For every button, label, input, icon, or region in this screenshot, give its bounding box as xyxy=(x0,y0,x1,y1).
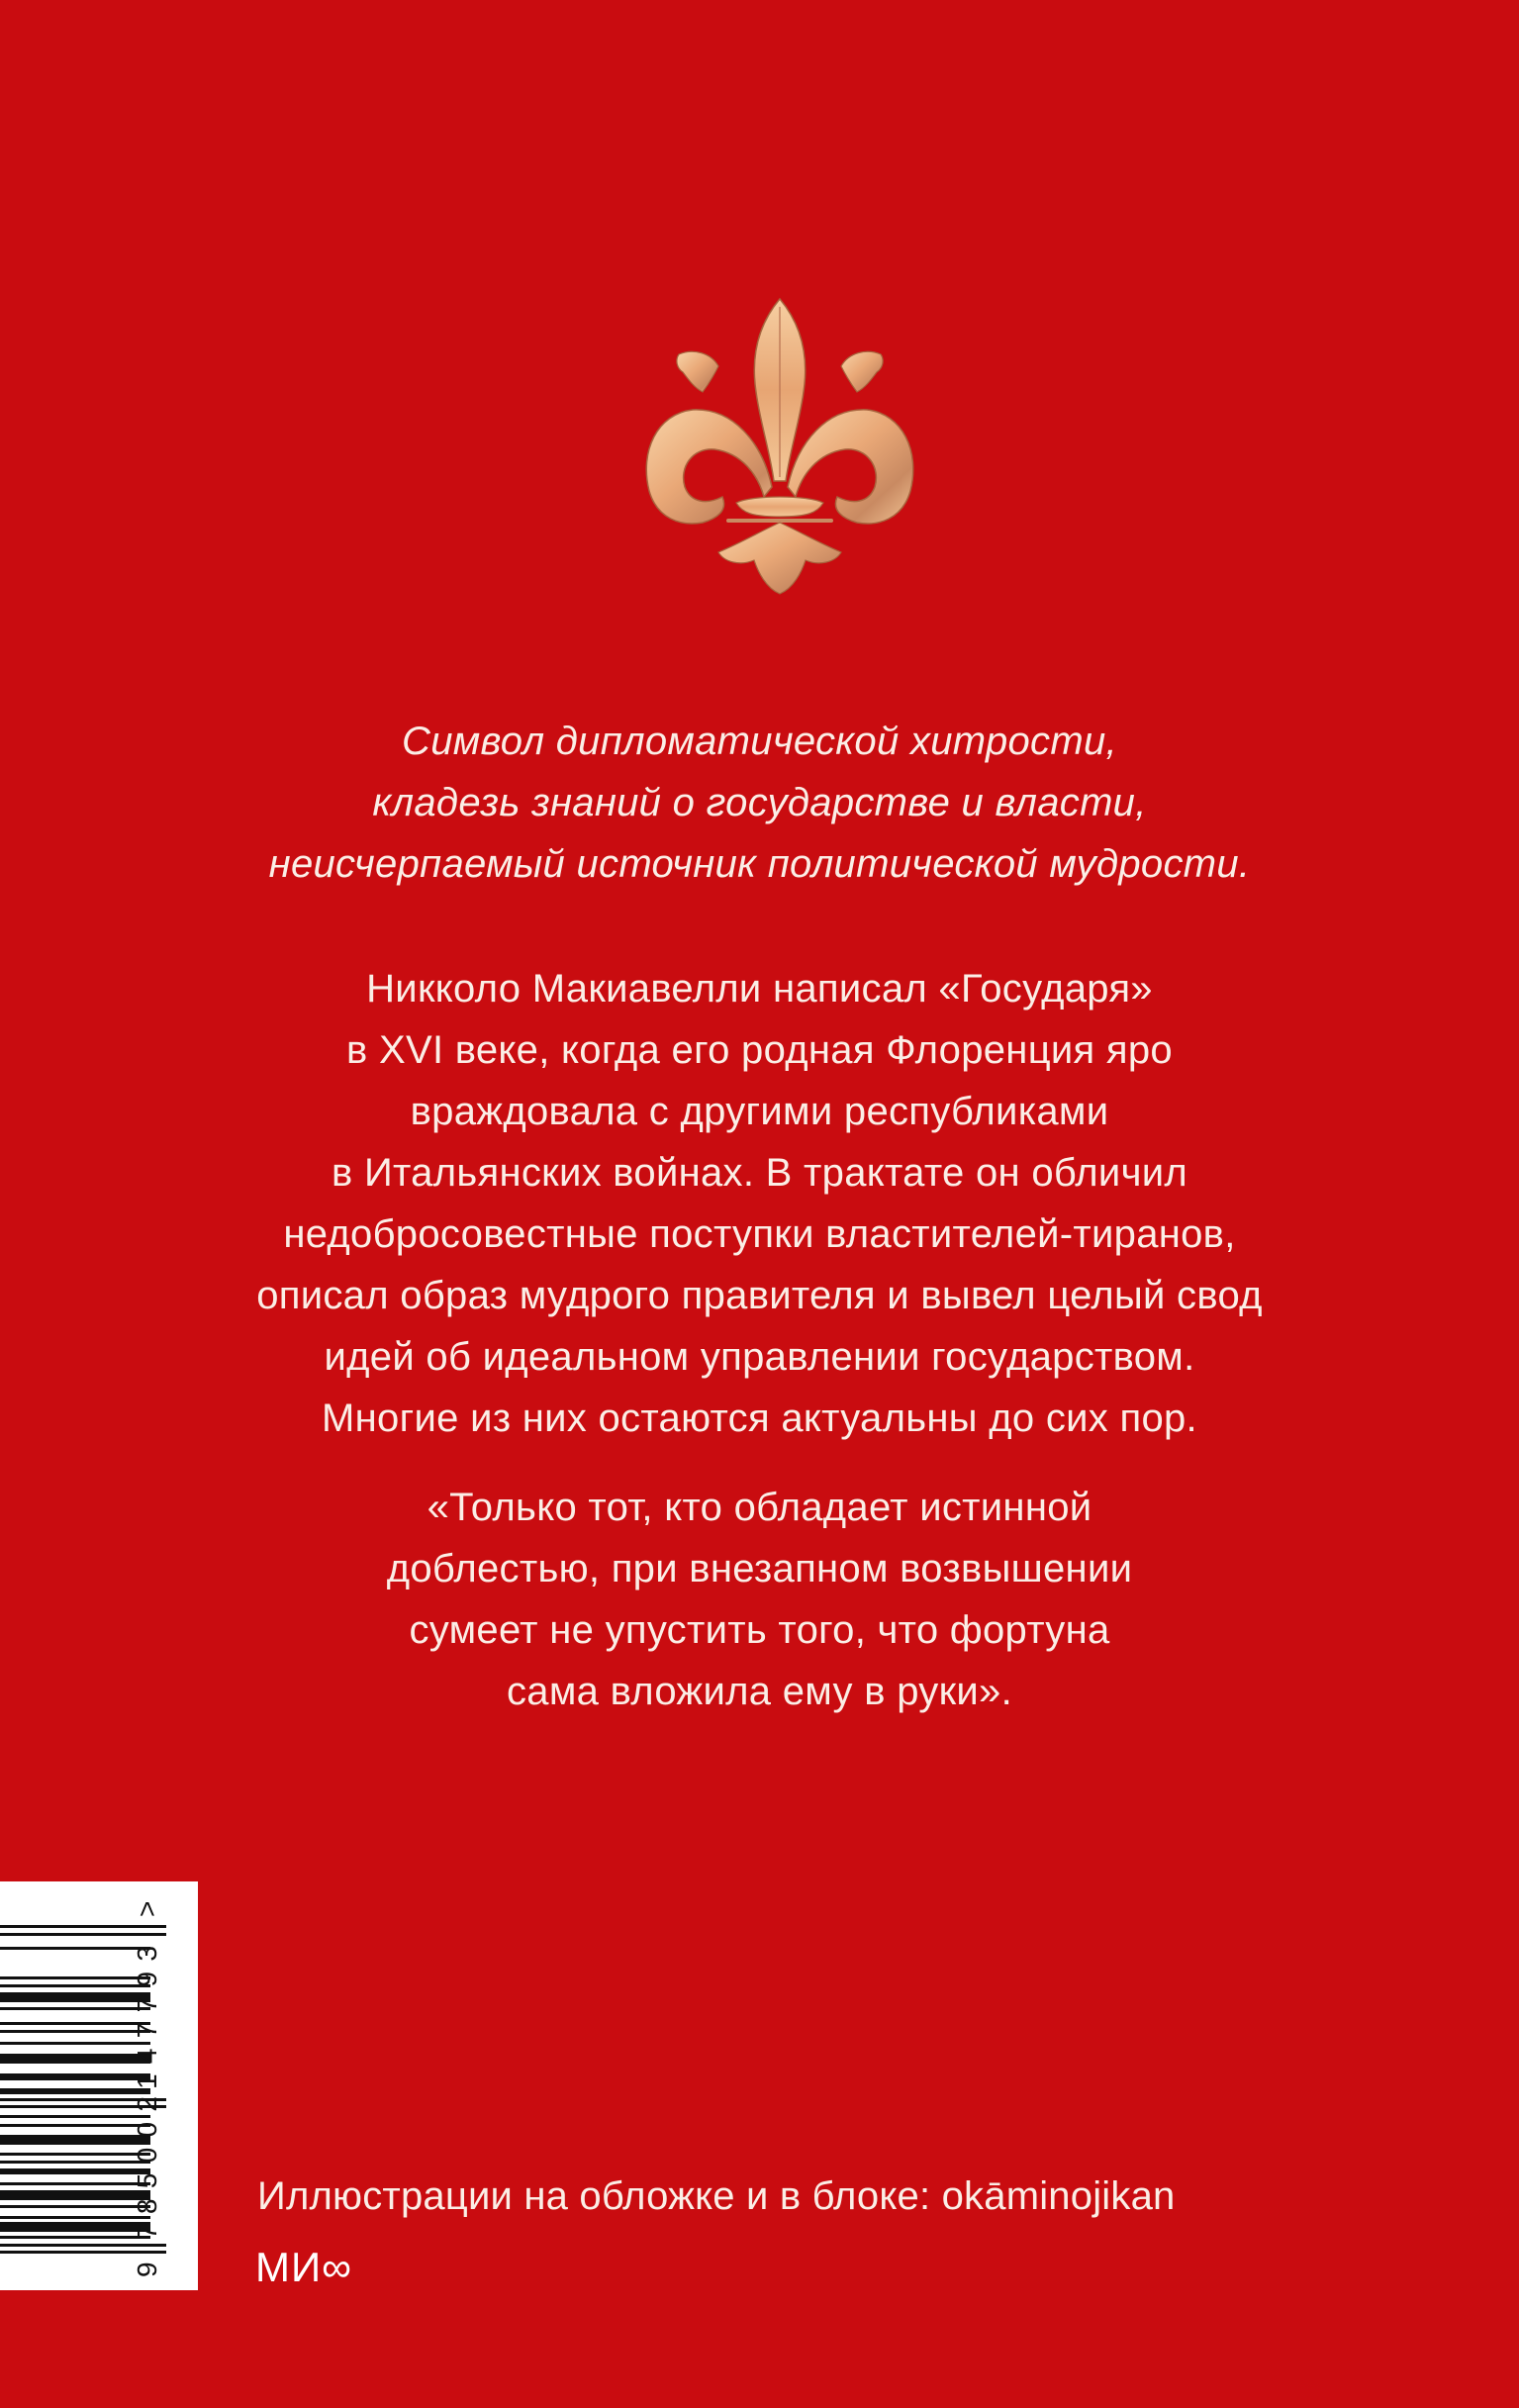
quote-line: доблестью, при внезапном возвышении xyxy=(386,1547,1133,1590)
quote-line: «Только тот, кто обладает истинной xyxy=(427,1486,1092,1529)
publisher-logo: МИ∞ xyxy=(255,2244,353,2290)
illustration-credits: Иллюстрации на обложке и в блоке: okāminojikan xyxy=(257,2174,1176,2218)
description-line: Многие из них остаются актуальны до сих пор. xyxy=(322,1397,1197,1440)
barcode-digits xyxy=(0,1881,198,2290)
tagline-line: кладезь знаний о государстве и власти, xyxy=(372,781,1147,824)
tagline-line: неисчерпаемый источник политической мудрости. xyxy=(268,842,1251,886)
barcode-group1: 785002 xyxy=(132,2096,162,2240)
tagline xyxy=(0,711,1519,895)
barcode-first-digit: 9 xyxy=(132,2262,162,2277)
barcode-quiet-zone-mark: > xyxy=(132,1900,162,1917)
description-line: идей об идеальном управлении государством. xyxy=(324,1335,1195,1379)
description-line: враждовала с другими республиками xyxy=(410,1090,1109,1133)
tagline-line: Символ дипломатической хитрости, xyxy=(402,720,1117,763)
description-line: Никколо Макиавелли написал «Государя» xyxy=(366,967,1153,1011)
quote-line: сумеет не упустить того, что фортуна xyxy=(409,1608,1110,1652)
description-line: описал образ мудрого правителя и вывел целый свод xyxy=(256,1274,1263,1317)
isbn-barcode xyxy=(0,1881,198,2290)
quote xyxy=(0,1477,1519,1722)
quote-line: сама вложила ему в руки». xyxy=(507,1670,1012,1713)
fleur-de-lis-icon xyxy=(633,293,926,598)
book-description xyxy=(0,958,1519,1449)
description-line: недобросовестные поступки властителей-тиранов, xyxy=(283,1212,1236,1256)
description-line: в Итальянских войнах. В трактате он обличил xyxy=(331,1151,1187,1195)
barcode-group2: 147793 xyxy=(132,1946,162,2089)
description-line: в XVI веке, когда его родная Флоренция яро xyxy=(346,1028,1173,1072)
